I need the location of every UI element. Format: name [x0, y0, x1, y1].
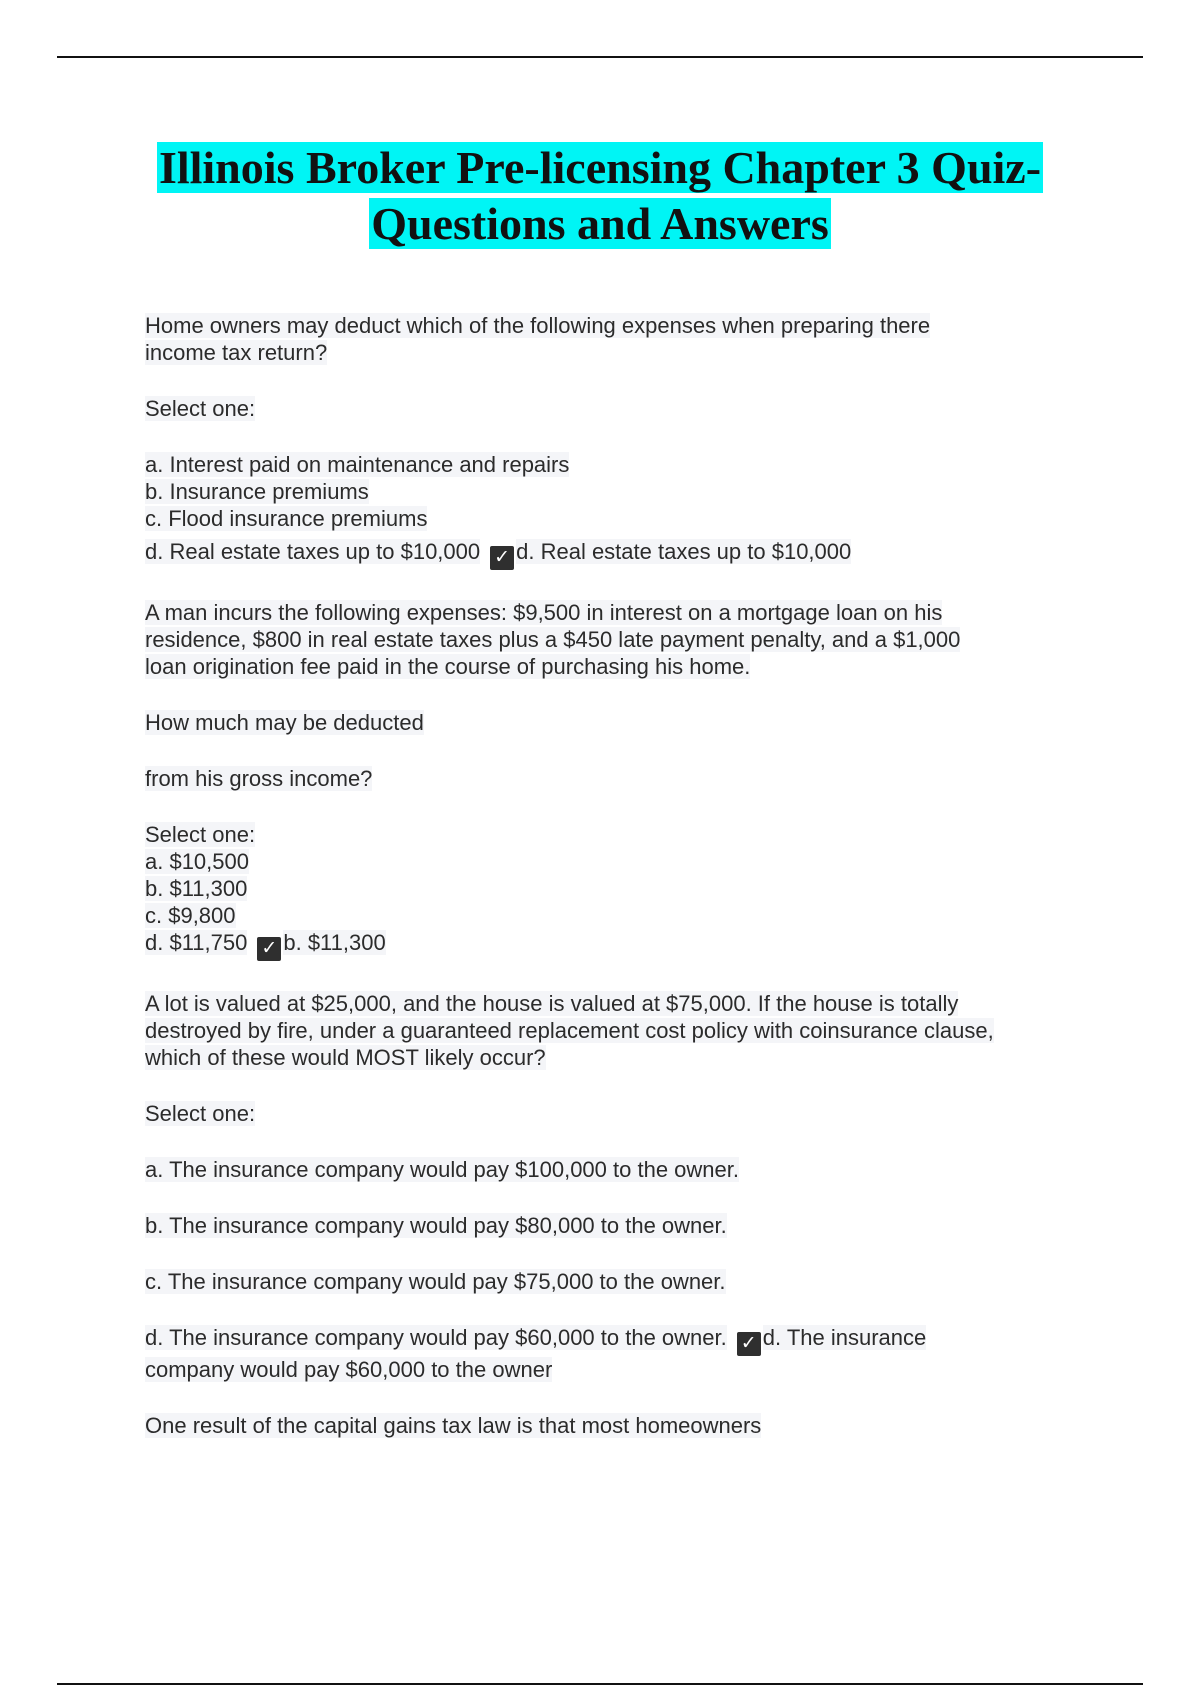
option-c: c. Flood insurance premiums	[145, 506, 428, 531]
question-3	[145, 990, 1085, 1383]
question-text: from his gross income?	[145, 766, 373, 791]
title-line-2: Questions and Answers	[371, 198, 829, 249]
correct-answer: d. The insurance	[762, 1325, 927, 1350]
correct-answer-continued: company would pay $60,000 to the owner	[145, 1357, 553, 1382]
option-d: d. Real estate taxes up to $10,000	[145, 539, 481, 564]
question-text: which of these would MOST likely occur?	[145, 1045, 546, 1070]
correct-answer: b. $11,300	[283, 930, 386, 955]
option-a: a. $10,500	[145, 849, 249, 874]
option-b: b. Insurance premiums	[145, 479, 369, 504]
question-1	[145, 312, 1085, 570]
title-line-1: Illinois Broker Pre-licensing Chapter 3 Quiz-	[158, 142, 1042, 193]
option-d: d. The insurance company would pay $60,000 to the owner.	[145, 1325, 727, 1350]
question-text: A man incurs the following expenses: $9,500 in interest on a mortgage loan on his	[145, 600, 943, 625]
select-one-label: Select one:	[145, 396, 256, 421]
checkmark-icon: ✓	[490, 546, 514, 570]
question-text: How much may be deducted	[145, 710, 424, 735]
question-text: One result of the capital gains tax law is that most homeowners	[145, 1413, 762, 1438]
top-rule	[57, 56, 1143, 58]
correct-answer: d. Real estate taxes up to $10,000	[516, 539, 852, 564]
option-a: a. Interest paid on maintenance and repairs	[145, 452, 570, 477]
question-2	[145, 599, 1085, 961]
quiz-content	[145, 312, 1085, 1439]
option-b: b. The insurance company would pay $80,000 to the owner.	[145, 1213, 727, 1238]
option-c: c. $9,800	[145, 903, 236, 928]
question-text: destroyed by fire, under a guaranteed replacement cost policy with coinsurance clause,	[145, 1018, 994, 1043]
checkmark-icon: ✓	[737, 1332, 761, 1356]
option-c: c. The insurance company would pay $75,000 to the owner.	[145, 1269, 726, 1294]
question-text: loan origination fee paid in the course of purchasing his home.	[145, 654, 751, 679]
page-title	[60, 140, 1140, 252]
option-d: d. $11,750	[145, 930, 248, 955]
question-4	[145, 1412, 1085, 1439]
question-text: income tax return?	[145, 340, 328, 365]
option-a: a. The insurance company would pay $100,000 to the owner.	[145, 1157, 739, 1182]
option-b: b. $11,300	[145, 876, 248, 901]
question-text: residence, $800 in real estate taxes plus a $450 late payment penalty, and a $1,000	[145, 627, 961, 652]
checkmark-icon: ✓	[257, 937, 281, 961]
select-one-label: Select one:	[145, 822, 256, 847]
question-text: Home owners may deduct which of the following expenses when preparing there	[145, 313, 931, 338]
question-text: A lot is valued at $25,000, and the house is valued at $75,000. If the house is totally	[145, 991, 959, 1016]
select-one-label: Select one:	[145, 1101, 256, 1126]
bottom-rule	[57, 1683, 1143, 1685]
